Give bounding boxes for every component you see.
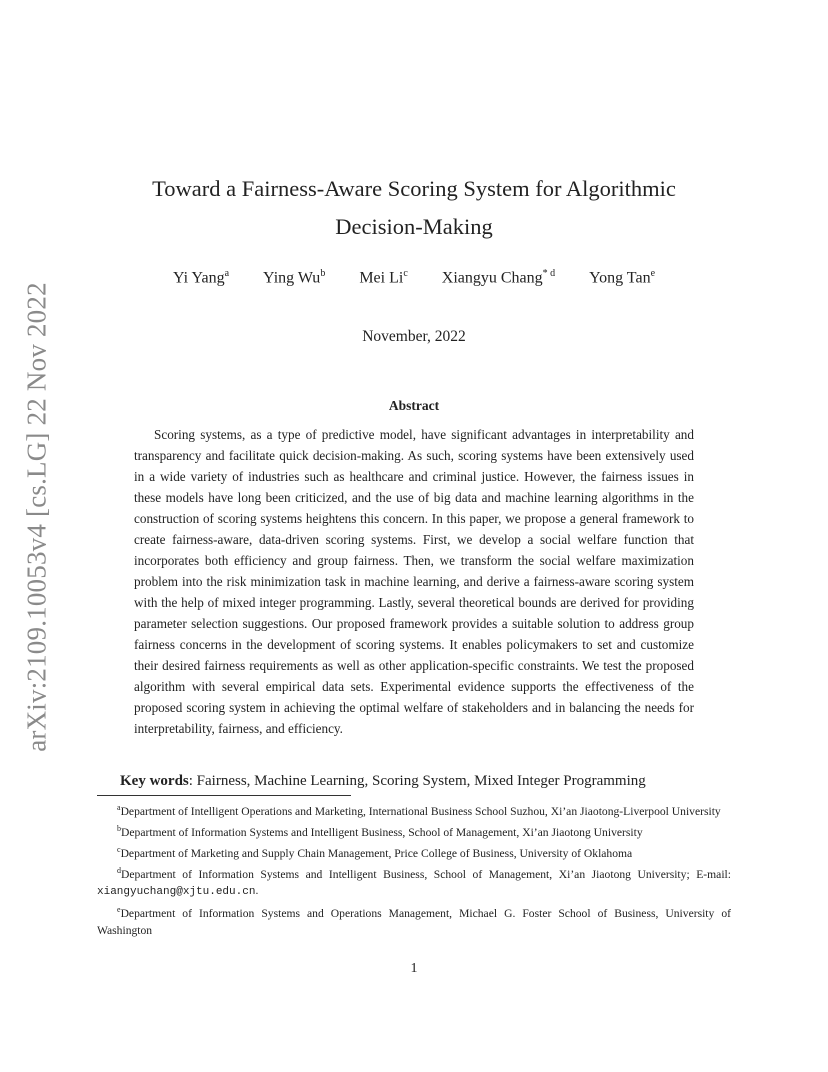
author-list [100, 268, 728, 287]
footnote-c [97, 841, 731, 862]
footnote-text: Department of Intelligent Operations and Marketing, International Business School Suzhou, Xi’an Jiaotong-Liverpool University [120, 804, 721, 818]
keywords-label: Key words [120, 773, 189, 789]
keywords-list: : Fairness, Machine Learning, Scoring System, Mixed Integer Programming [188, 773, 646, 789]
author-name: Yi Yang [172, 269, 225, 287]
title-line-2: Decision-Making [335, 214, 493, 239]
author [442, 268, 555, 287]
footnote-mark: d [117, 865, 121, 875]
footnotes [97, 799, 731, 939]
footnote-text: Department of Information Systems and Operations Management, Michael G. Foster School of Business, University of Washington [97, 907, 731, 938]
footnote-mark: b [117, 823, 121, 833]
affiliation-mark: c [403, 268, 408, 279]
footnote-rule [97, 795, 351, 796]
arxiv-side-stamp [18, 272, 56, 762]
page-number: 1 [410, 961, 418, 976]
author-name: Xiangyu Chang [441, 269, 543, 287]
abstract-body: Scoring systems, as a type of predictive model, have significant advantages in interpretability and transparency and facilitate quick decision-making. As such, scoring systems have been extensively used in a wide variety of industries such as healthcare and criminal justice. However, the fairness issues in these models have long been criticized, and the use of big data and machine learning algorithms in the construction of scoring systems heightens this concern. In this paper, we propose a general framework to create fairness-aware, data-driven scoring systems. First, we develop a social welfare function that incorporates both efficiency and group fairness. Then, we transform the social welfare maximization problem into the risk minimization task in machine learning, and derive a fairness-aware scoring system with the help of mixed integer programming. Lastly, several theoretical bounds are derived for providing parameter selection suggestions. Our proposed framework provides a suitable solution to address group fairness concerns in the development of scoring systems. It enables policymakers to set and customize their desired fairness requirements as well as other application-specific constraints. We test the proposed algorithm with several empirical data sets. Experimental evidence supports the effectiveness of the proposed scoring system in achieving the optimal welfare of stakeholders and in balancing the needs for interpretability, fairness, and efficiency. [134, 427, 694, 736]
author-name: Ying Wu [263, 269, 321, 287]
author [263, 268, 325, 287]
footnote-mark: a [117, 803, 121, 812]
footnote-mark: c [117, 844, 121, 854]
author-name: Yong Tan [589, 269, 651, 287]
footnote-text: Department of Marketing and Supply Chain Management, Price College of Business, University of Oklahoma [120, 846, 633, 860]
affiliation-mark: b [320, 268, 326, 279]
author-name: Mei Li [359, 269, 404, 287]
footnote-a [97, 799, 731, 820]
affiliation-mark: * d [542, 268, 556, 279]
footnote-d [97, 862, 731, 902]
publication-date: November, 2022 [362, 328, 466, 345]
paper-title [100, 170, 728, 246]
author [359, 268, 407, 287]
affiliation-mark: e [650, 268, 656, 279]
footnote-mark: e [117, 905, 121, 915]
author [589, 268, 655, 287]
title-line-1: Toward a Fairness-Aware Scoring System for Algorithmic [152, 176, 676, 201]
footnote-text: Department of Information Systems and Intelligent Business, School of Management, Xi’an Jiaotong University [121, 825, 643, 839]
author [173, 268, 229, 287]
keywords [120, 773, 740, 790]
arxiv-identifier: arXiv:2109.10053v4 [cs.LG] 22 Nov 2022 [21, 282, 52, 752]
footnote-e [97, 901, 731, 939]
footnote-text: Department of Information Systems and Intelligent Business, School of Management, Xi’an Jiaotong University; E-mail: [121, 867, 731, 881]
footnote-tail: . [255, 884, 259, 898]
abstract-heading: Abstract [388, 398, 440, 413]
contact-email: xiangyuchang@xjtu.edu.cn [97, 886, 256, 899]
footnote-b [97, 820, 731, 841]
affiliation-mark: a [224, 268, 230, 279]
